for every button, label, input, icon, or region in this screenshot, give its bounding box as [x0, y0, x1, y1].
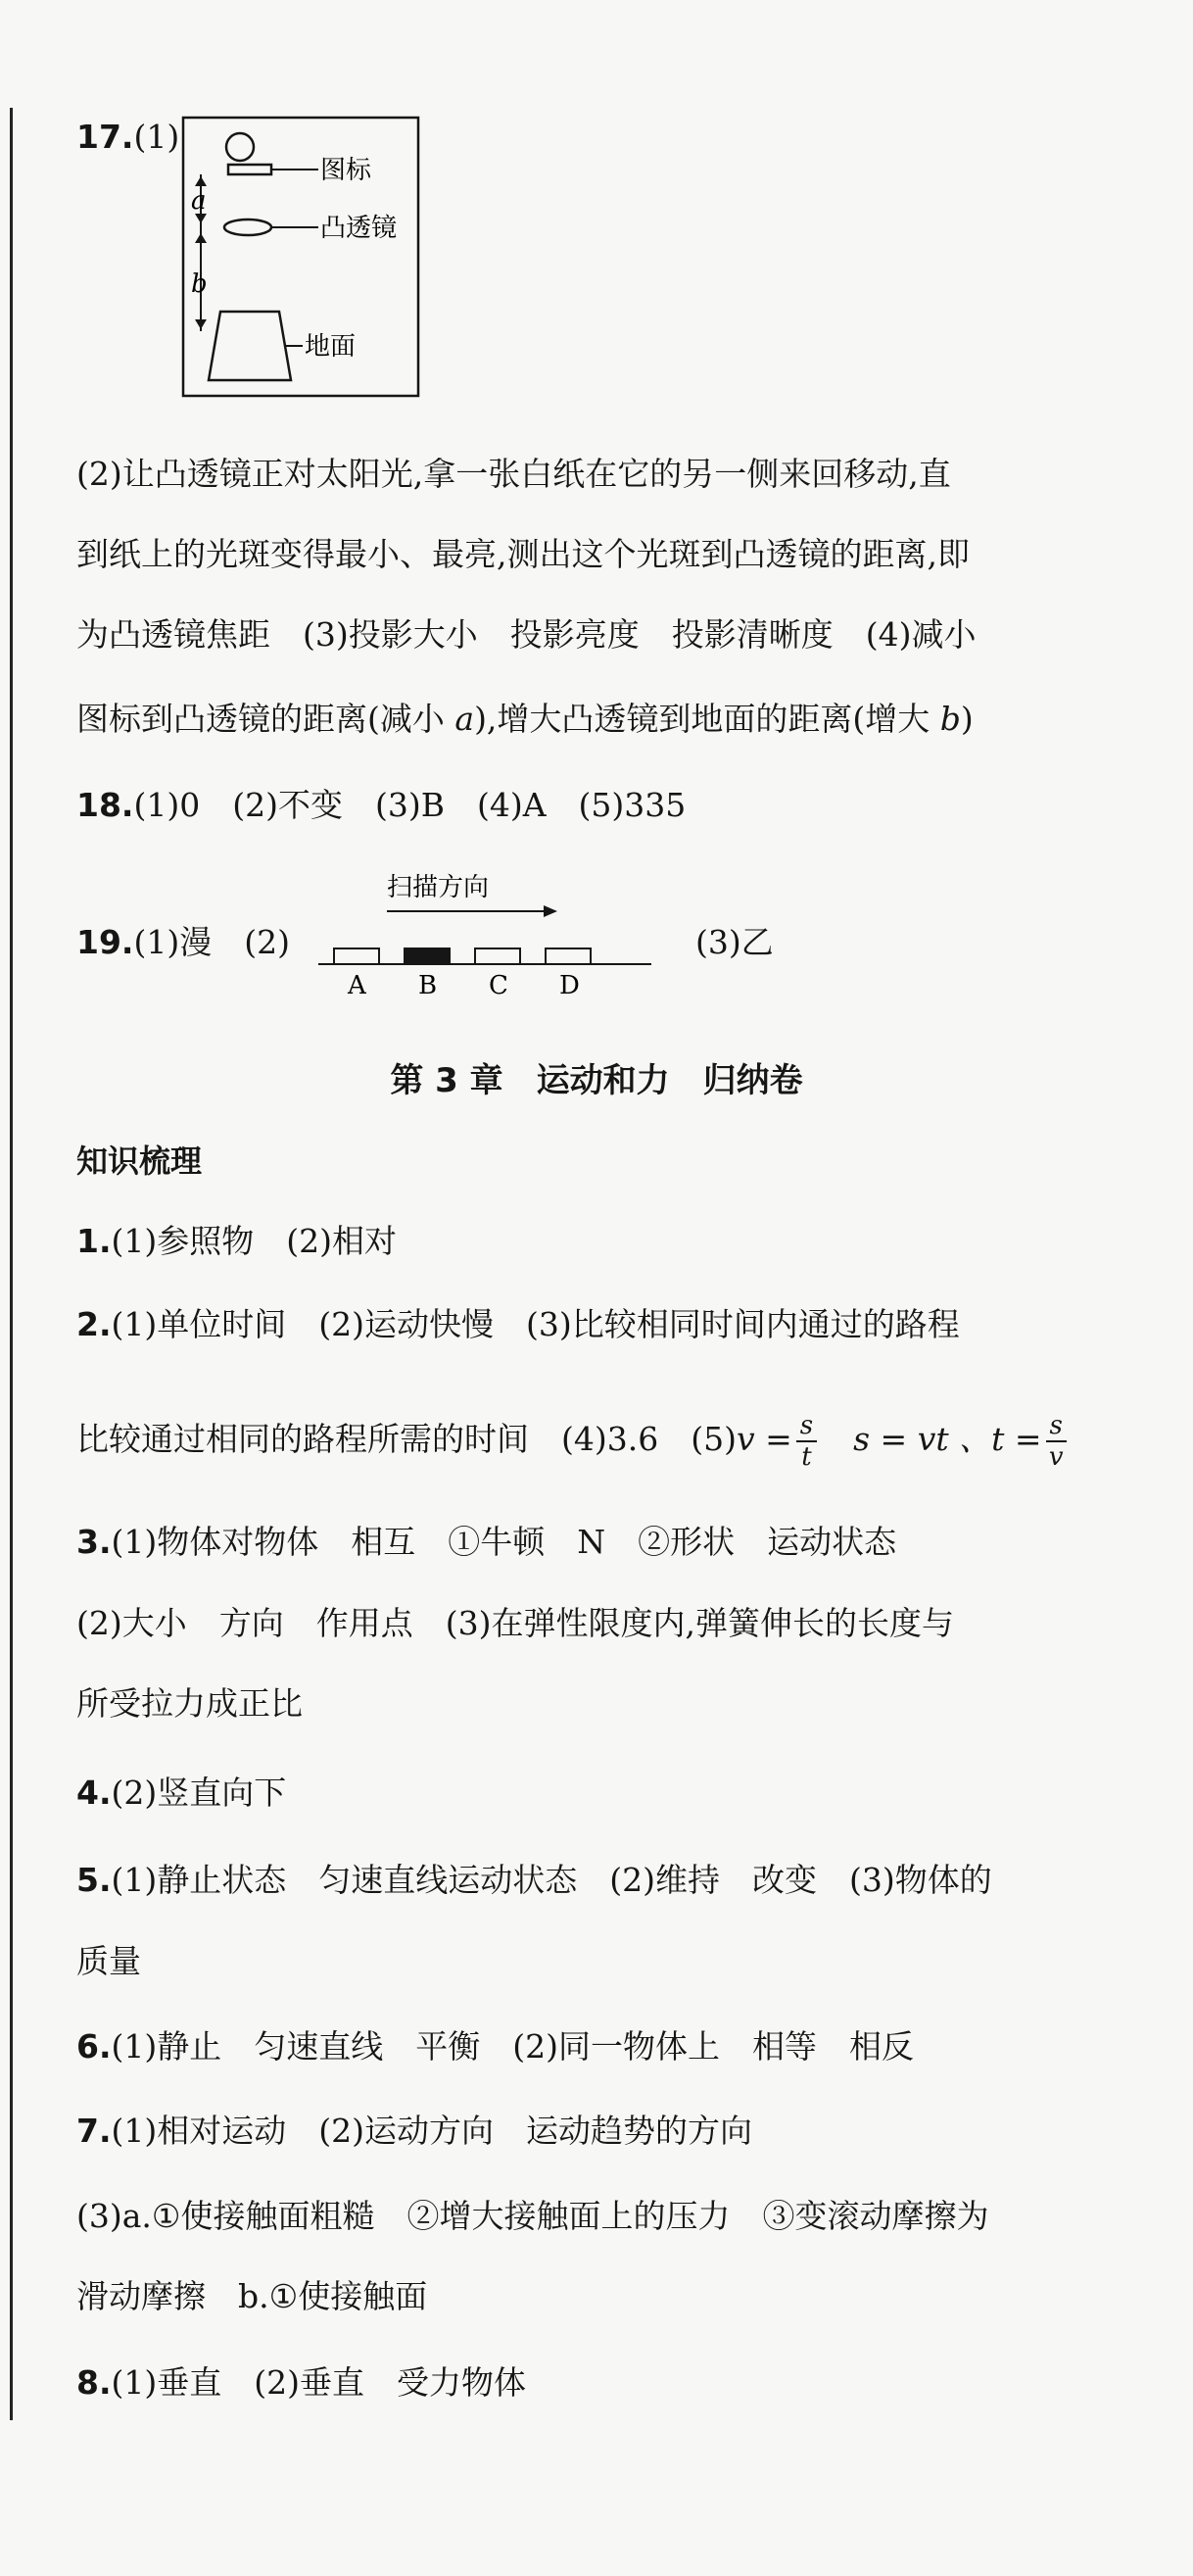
- q17-header: [76, 116, 179, 159]
- q19-line: [76, 921, 290, 964]
- item-4: 4.(2)竖直向下: [76, 1774, 287, 1812]
- q19-part1: (1)漫 (2): [133, 923, 290, 961]
- bar-b: [405, 948, 450, 964]
- chapter-title: 第 3 章 运动和力 归纳卷: [390, 1061, 803, 1100]
- q17-line4: 图标到凸透镜的距离(减小 a),增大凸透镜到地面的距离(增大 b): [76, 700, 974, 738]
- icon-plate: [228, 165, 271, 174]
- item-8: 8.(1)垂直 (2)垂直 受力物体: [76, 2363, 526, 2402]
- item-7-line3: 滑动摩擦 b.①使接触面: [76, 2277, 428, 2315]
- label-A: A: [348, 971, 366, 999]
- q18-line: [76, 784, 686, 827]
- item-6: 6.(1)静止 匀速直线 平衡 (2)同一物体上 相等 相反: [76, 2027, 914, 2066]
- section-title: 知识梳理: [76, 1142, 203, 1180]
- q17-line1: (2)让凸透镜正对太阳光,拿一张白纸在它的另一侧来回移动,直: [76, 455, 951, 493]
- item-7-line1: 7.(1)相对运动 (2)运动方向 运动趋势的方向: [76, 2112, 752, 2150]
- item-5-line2: 质量: [76, 1942, 141, 1980]
- fraction-s-over-t: $\frac{s}{t}$: [796, 1411, 817, 1472]
- label-b: b: [191, 269, 208, 299]
- item-2-line2: 比较通过相同的路程所需的时间 (4)3.6 (5)v = $\frac{s}{t}$ s = vt 、t = $\frac{s}{v}$: [76, 1411, 1071, 1472]
- q17-line2: 到纸上的光斑变得最小、最亮,测出这个光斑到凸透镜的距离,即: [76, 535, 970, 573]
- item-3-line1: 3.(1)物体对物体 相互 ①牛顿 N ②形状 运动状态: [76, 1523, 897, 1561]
- label-icon: 图标: [320, 156, 372, 185]
- item-2-line1: 2.(1)单位时间 (2)运动快慢 (3)比较相同时间内通过的路程: [76, 1305, 960, 1343]
- scan-direction-label: 扫描方向: [387, 873, 490, 902]
- label-a: a: [191, 186, 207, 216]
- label-B: B: [418, 971, 438, 999]
- item-7-line2: (3)a.①使接触面粗糙 ②增大接触面上的压力 ③变滚动摩擦为: [76, 2197, 989, 2235]
- q17-part1: (1): [133, 118, 180, 156]
- q19-number: 19.: [76, 923, 134, 961]
- q19-part3: (3)乙: [695, 923, 774, 961]
- item-3-line2: (2)大小 方向 作用点 (3)在弹性限度内,弹簧伸长的长度与: [76, 1604, 954, 1642]
- lens-shape: [224, 219, 271, 235]
- item-1: 1.(1)参照物 (2)相对: [76, 1222, 397, 1260]
- label-ground: 地面: [305, 332, 357, 362]
- q18-text: (1)0 (2)不变 (3)B (4)A (5)335: [133, 786, 687, 824]
- fraction-s-over-v: $\frac{s}{v}$: [1046, 1411, 1067, 1472]
- bar-c: [475, 948, 520, 964]
- scan-arrow-icon: [544, 905, 557, 917]
- item-5-line1: 5.(1)静止状态 匀速直线运动状态 (2)维持 改变 (3)物体的: [76, 1861, 992, 1899]
- item-3-line3: 所受拉力成正比: [76, 1684, 303, 1723]
- label-C: C: [489, 971, 508, 999]
- q17-diagram: [181, 116, 421, 400]
- label-D: D: [559, 971, 580, 999]
- bar-d: [546, 948, 591, 964]
- q18-number: 18.: [76, 786, 134, 824]
- ground-trapezoid: [209, 312, 291, 380]
- q19-barcode-diagram: [318, 862, 661, 999]
- bar-a: [334, 948, 379, 964]
- icon-circle: [226, 133, 254, 161]
- left-margin-rule: [10, 108, 13, 2420]
- q17-number: 17.: [76, 118, 134, 156]
- diagram-frame: [183, 118, 418, 396]
- q17-line3: 为凸透镜焦距 (3)投影大小 投影亮度 投影清晰度 (4)减小: [76, 615, 977, 654]
- label-lens: 凸透镜: [320, 214, 398, 243]
